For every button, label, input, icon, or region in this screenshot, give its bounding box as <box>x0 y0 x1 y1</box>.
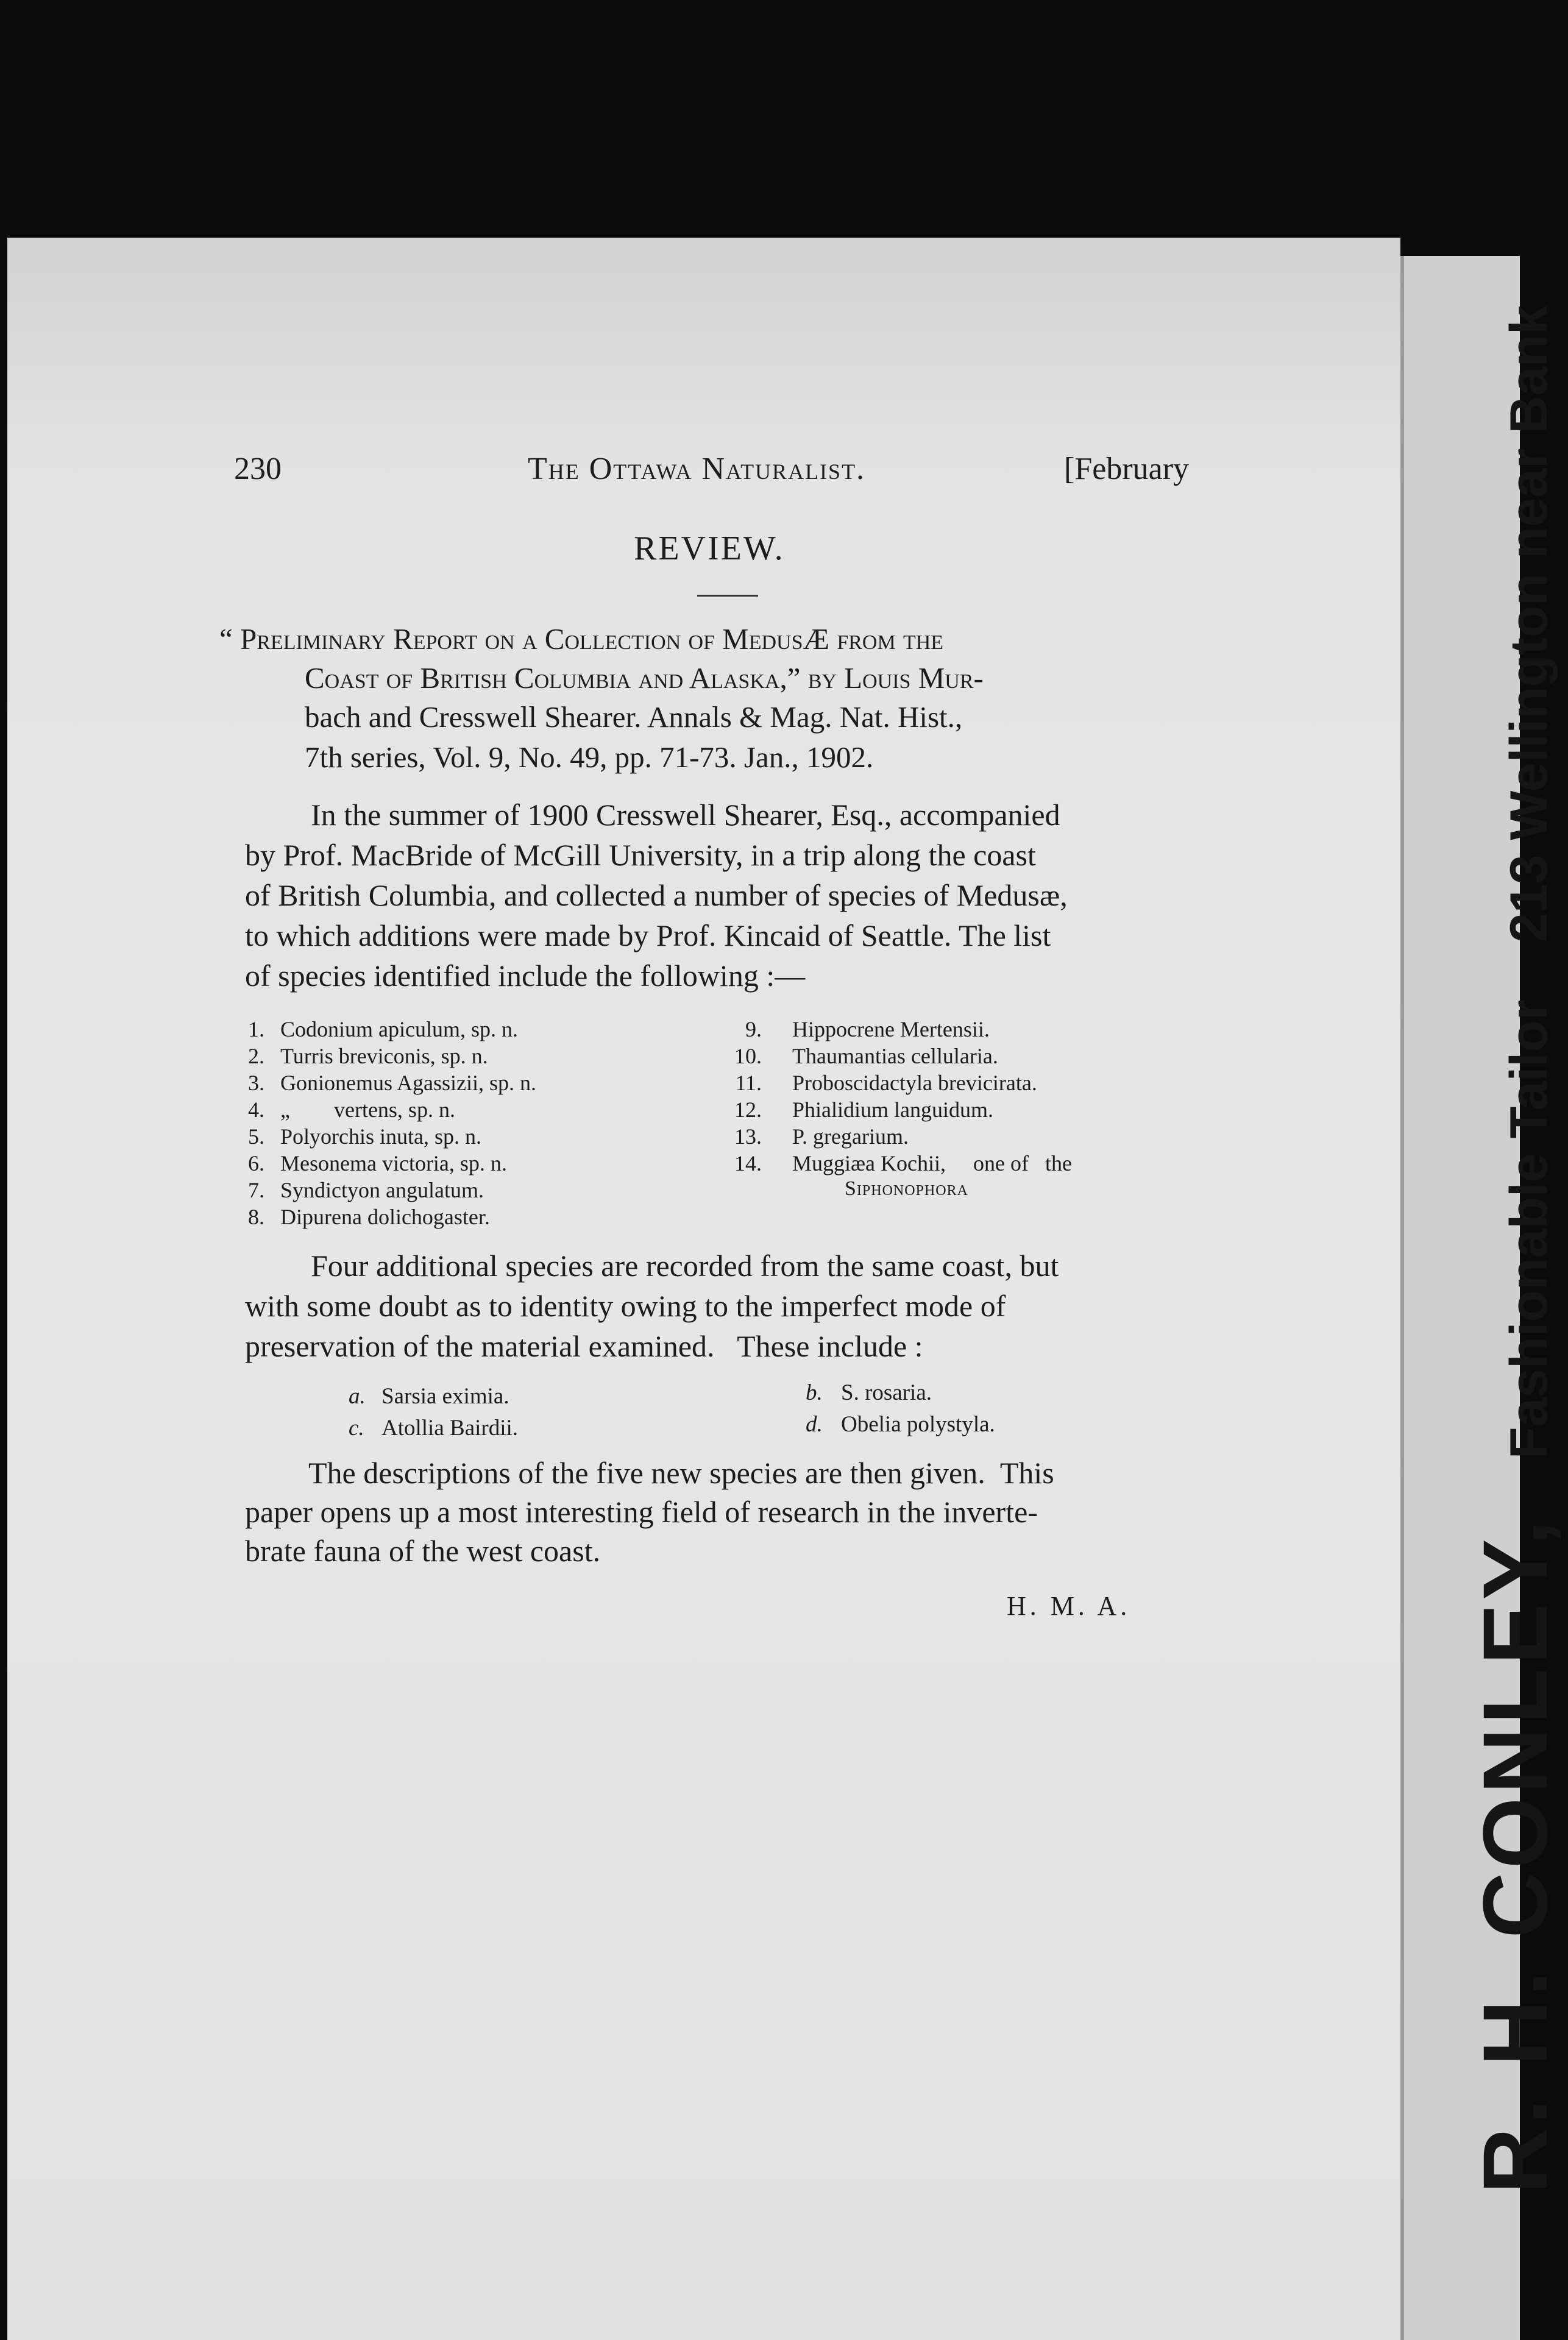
paragraph-line: brate fauna of the west coast. <box>245 1534 601 1568</box>
paragraph-line: with some doubt as to identity owing to the imperfect mode of <box>245 1289 1006 1323</box>
journal-title: The Ottawa Naturalist. <box>528 452 866 486</box>
species-name: „ vertens, sp. n. <box>280 1097 455 1122</box>
citation-line: Coast of British Columbia and Alaska,” by Louis Mur- <box>305 661 984 695</box>
page-number: 230 <box>234 452 282 486</box>
citation-line: bach and Cresswell Shearer. Annals & Mag. Nat. Hist., <box>305 700 963 734</box>
paragraph-line: of species identified include the following :— <box>245 959 806 993</box>
species-name-continued: Siphonophora <box>845 1177 968 1200</box>
paragraph-line: preservation of the material examined. These include : <box>245 1329 923 1363</box>
species-name: Mesonema victoria, sp. n. <box>280 1151 507 1175</box>
species-number: 2. <box>248 1044 264 1068</box>
species-name: Dipurena dolichogaster. <box>280 1205 490 1229</box>
paragraph-line: by Prof. MacBride of McGill University, in a trip along the coast <box>245 838 1036 872</box>
species-name: Proboscidactyla brevicirata. <box>792 1071 1037 1095</box>
doubtful-letter: b. <box>806 1380 823 1405</box>
advert-line2: 213 Wellington near Bank <box>1500 305 1558 943</box>
species-name: Polyorchis inuta, sp. n. <box>280 1124 481 1149</box>
species-name: Hippocrene Mertensii. <box>792 1017 990 1041</box>
species-name: Turris breviconis, sp. n. <box>280 1044 488 1068</box>
doubtful-species: S. rosaria. <box>841 1380 932 1405</box>
species-name: P. gregarium. <box>792 1124 909 1149</box>
paragraph-line: paper opens up a most interesting field of research in the inverte- <box>245 1495 1038 1529</box>
species-name: Phialidium languidum. <box>792 1097 993 1122</box>
species-number: 5. <box>248 1124 264 1149</box>
reviewer-signature: H. M. A. <box>1007 1591 1131 1621</box>
species-name: Syndictyon angulatum. <box>280 1178 484 1202</box>
species-number: 3. <box>248 1071 264 1095</box>
paragraph-line: In the summer of 1900 Cresswell Shearer, Esq., accompanied <box>311 798 1060 832</box>
review-heading: REVIEW. <box>634 530 785 567</box>
citation-line: 7th series, Vol. 9, No. 49, pp. 71-73. Jan., 1902. <box>305 740 874 774</box>
doubtful-letter: c. <box>349 1416 364 1441</box>
species-name: Thaumantias cellularia. <box>792 1044 998 1068</box>
doubtful-letter: a. <box>349 1384 366 1409</box>
species-number: 12. <box>734 1097 762 1122</box>
advert-text <box>1463 305 1568 2194</box>
paragraph-line: Four additional species are recorded from the same coast, but <box>311 1249 1059 1283</box>
citation-line: “ Preliminary Report on a Collection of MedusÆ from the <box>219 622 944 656</box>
doubtful-species: Sarsia eximia. <box>381 1384 509 1409</box>
doubtful-species: Obelia polystyla. <box>841 1412 995 1437</box>
paragraph-line: The descriptions of the five new species are then given. This <box>308 1456 1054 1490</box>
species-number: 9. <box>745 1017 762 1041</box>
species-number: 11. <box>735 1071 762 1095</box>
species-number: 8. <box>248 1205 264 1229</box>
species-number: 14. <box>734 1151 762 1175</box>
species-number: 7. <box>248 1178 264 1202</box>
advert-name: R. H. CONLEY, <box>1464 1516 1566 2194</box>
doubtful-letter: d. <box>806 1412 823 1437</box>
doubtful-species: Atollia Bairdii. <box>381 1416 519 1441</box>
species-number: 4. <box>248 1097 264 1122</box>
species-name: Codonium apiculum, sp. n. <box>280 1017 518 1041</box>
species-number: 6. <box>248 1151 264 1175</box>
paragraph-line: of British Columbia, and collected a number of species of Medusæ, <box>245 878 1068 912</box>
heading-rule <box>697 595 758 597</box>
advert-line1: Fashionable Tailor <box>1500 999 1558 1459</box>
species-number: 10. <box>734 1044 762 1068</box>
species-name: Gonionemus Agassizii, sp. n. <box>280 1071 536 1095</box>
paragraph-line: to which additions were made by Prof. Kincaid of Seattle. The list <box>245 918 1051 952</box>
species-number: 13. <box>734 1124 762 1149</box>
species-name: Muggiæa Kochii, one of the <box>792 1151 1072 1175</box>
issue-month: [February <box>1064 452 1190 486</box>
species-number: 1. <box>248 1017 264 1041</box>
